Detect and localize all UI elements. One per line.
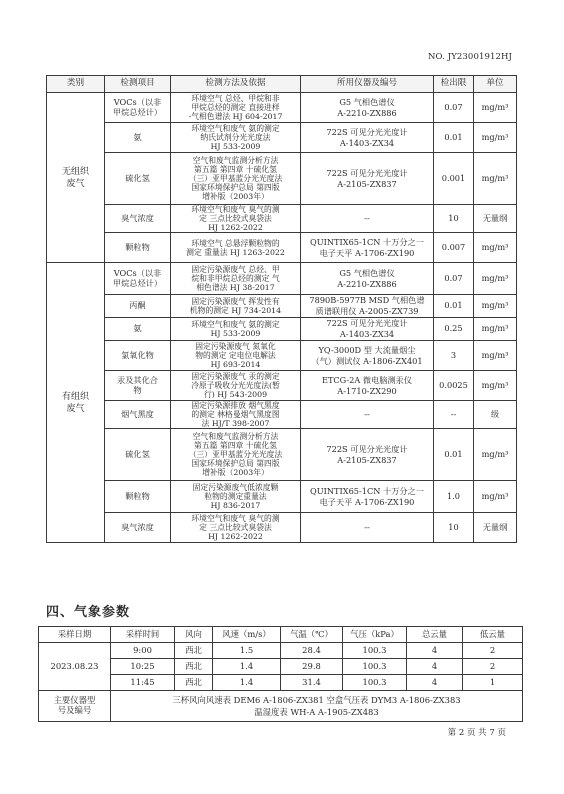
weather-cell: 28.4 (281, 643, 343, 659)
weather-header-cell: 采样日期 (39, 627, 111, 643)
weather-cell: 2 (463, 659, 523, 675)
header-cell: 类别 (47, 76, 105, 93)
instrument-value-cell (111, 691, 523, 722)
weather-cell: 1.4 (213, 659, 281, 675)
item-cell: 氨 (105, 318, 171, 341)
weather-cell: 100.3 (343, 643, 407, 659)
instrument-line-1: 三杯风向风速表 DEM6 A-1806-ZX381 空盒气压表 DYM3 A-1806-ZX383 (172, 695, 461, 705)
unit-cell: mg/m³ (474, 233, 517, 263)
header-cell: 所用仪器及编号 (301, 76, 434, 93)
table-row (47, 341, 517, 371)
item-cell: 汞及其化合 物 (105, 371, 171, 401)
item-cell: 臭气浓度 (105, 205, 171, 233)
weather-cell: 1.5 (213, 643, 281, 659)
table-row (47, 371, 517, 401)
weather-table (38, 626, 523, 722)
table-row (47, 93, 517, 123)
limit-cell: 0.007 (434, 233, 474, 263)
instrument-cell: 722S 可见分光光度计 A-1403-ZX34 (301, 318, 434, 341)
unit-cell: mg/m³ (474, 318, 517, 341)
method-cell: 环境空气和废气 氨的测定 纳氏试剂分光光度法 HJ 533-2009 (171, 123, 301, 153)
instrument-cell: -- (301, 401, 434, 429)
document-number: NO. JY23001912HJ (427, 52, 512, 62)
instrument-cell: -- (301, 513, 434, 543)
limit-cell: 10 (434, 513, 474, 543)
weather-header-row (39, 627, 523, 643)
instrument-label-cell: 主要仪器型 号及编号 (39, 691, 111, 722)
method-cell: 空气和废气监测分析方法 第五篇 第四章 十硫化氢 （三）亚甲基蓝分光光度法 国家环境保护总局 第四版 增补版（2003年） (171, 153, 301, 205)
method-cell: 固定污染源废气 挥发性有 机物的测定 HJ 734-2014 (171, 295, 301, 318)
limit-cell: 0.07 (434, 263, 474, 295)
weather-cell: 4 (407, 659, 463, 675)
item-cell: 硫化氢 (105, 153, 171, 205)
table-row (47, 233, 517, 263)
limit-cell: 3 (434, 341, 474, 371)
weather-header-cell: 风速（m/s） (213, 627, 281, 643)
weather-header-cell: 风向 (175, 627, 213, 643)
page-footer: 第 2 页 共 7 页 (447, 728, 506, 738)
weather-row (39, 643, 523, 659)
category-cell: 无组织 废气 (47, 93, 105, 263)
header-cell: 检测项目 (105, 76, 171, 93)
limit-cell: 0.25 (434, 318, 474, 341)
header-cell: 检测方法及依据 (171, 76, 301, 93)
item-cell: 硫化氢 (105, 429, 171, 481)
instrument-cell: YQ-3000D 型 大流量烟尘 （气）测试仪 A-1806-ZX401 (301, 341, 434, 371)
method-cell: 空气和废气监测分析方法 第五篇 第四章 十硫化氢 （三）亚甲基蓝分光光度法 国家环境保护总局 第四版 增补版（2003年） (171, 429, 301, 481)
instrument-cell: G5 气相色谱仪 A-2210-ZX886 (301, 263, 434, 295)
item-cell: 臭气浓度 (105, 513, 171, 543)
instrument-cell: 722S 可见分光光度计 A-2105-ZX837 (301, 153, 434, 205)
item-cell: VOCs（以非 甲烷总烃计） (105, 263, 171, 295)
instrument-cell: 722S 可见分光光度计 A-2105-ZX837 (301, 429, 434, 481)
unit-cell: mg/m³ (474, 263, 517, 295)
weather-cell: 100.3 (343, 659, 407, 675)
limit-cell: 0.01 (434, 295, 474, 318)
methods-table (46, 75, 517, 543)
instrument-cell: 722S 可见分光光度计 A-1403-ZX34 (301, 123, 434, 153)
table-row (47, 429, 517, 481)
item-cell: 氨 (105, 123, 171, 153)
weather-cell: 100.3 (343, 675, 407, 691)
item-cell: VOCs（以非 甲烷总烃计） (105, 93, 171, 123)
limit-cell: 10 (434, 205, 474, 233)
instrument-cell: ETCG-2A 微电脑测汞仪 A-1710-ZX290 (301, 371, 434, 401)
instrument-cell: -- (301, 205, 434, 233)
method-cell: 环境空气和废气 臭气的测 定 三点比较式臭袋法 HJ 1262-2022 (171, 205, 301, 233)
weather-row (39, 675, 523, 691)
unit-cell: mg/m³ (474, 153, 517, 205)
method-cell: 固定污染源废气 氮氧化 物的测定 定电位电解法 HJ 693-2014 (171, 341, 301, 371)
table-row (47, 123, 517, 153)
item-cell: 颗粒物 (105, 481, 171, 513)
header-cell: 单位 (474, 76, 517, 93)
table-row (47, 263, 517, 295)
instrument-line-2: 温湿度表 WH-A A-1905-ZX483 (254, 707, 379, 717)
weather-cell: 9:00 (111, 643, 175, 659)
unit-cell: mg/m³ (474, 295, 517, 318)
method-cell: 环境空气 总烃、甲烷和非 甲烷总烃的测定 直接进样 -气相色谱法 HJ 604-2017 (171, 93, 301, 123)
unit-cell: mg/m³ (474, 371, 517, 401)
method-cell: 环境空气和废气 臭气的测 定 三点比较式臭袋法 HJ 1262-2022 (171, 513, 301, 543)
weather-header-cell: 低云量 (463, 627, 523, 643)
weather-header-cell: 总云量 (407, 627, 463, 643)
weather-header-cell: 气温（℃） (281, 627, 343, 643)
limit-cell: 0.001 (434, 153, 474, 205)
header-cell: 检出限 (434, 76, 474, 93)
unit-cell: 无量纲 (474, 513, 517, 543)
limit-cell: 0.01 (434, 123, 474, 153)
section-title-weather: 四、气象参数 (46, 605, 131, 620)
table-row (47, 513, 517, 543)
weather-cell: 4 (407, 643, 463, 659)
method-cell: 固定污染源废气 汞的测定 冷原子吸收分光光度法(暂 行) HJ 543-2009 (171, 371, 301, 401)
method-cell: 固定污染源废气低浓度颗 粒物的测定重量法 HJ 836-2017 (171, 481, 301, 513)
weather-cell: 西北 (175, 659, 213, 675)
item-cell: 烟气黑度 (105, 401, 171, 429)
weather-cell: 29.8 (281, 659, 343, 675)
method-cell: 环境空气 总悬浮颗粒物的 测定 重量法 HJ 1263-2022 (171, 233, 301, 263)
weather-row (39, 659, 523, 675)
instrument-cell: 7890B-5977B MSD 气相色谱 质谱联用仪 A-2005-ZX739 (301, 295, 434, 318)
limit-cell: -- (434, 401, 474, 429)
item-cell: 颗粒物 (105, 233, 171, 263)
method-cell: 固定污染源废气 总烃、甲 烷和非甲烷总烃的测定 气 相色谱法 HJ 38-2017 (171, 263, 301, 295)
weather-cell: 4 (407, 675, 463, 691)
category-cell: 有组织 废气 (47, 263, 105, 543)
unit-cell: mg/m³ (474, 341, 517, 371)
instrument-row (39, 691, 523, 722)
weather-cell: 10:25 (111, 659, 175, 675)
table-row (47, 401, 517, 429)
method-cell: 固定污染源排放 烟气黑度 的测定 林格曼烟气黑度图 法 HJ/T 398-2007 (171, 401, 301, 429)
method-cell: 环境空气和废气 氨的测定 HJ 533-2009 (171, 318, 301, 341)
weather-cell: 西北 (175, 643, 213, 659)
sampling-date-cell: 2023.08.23 (39, 643, 111, 691)
unit-cell: 无量纲 (474, 205, 517, 233)
table-row (47, 295, 517, 318)
weather-cell: 31.4 (281, 675, 343, 691)
instrument-cell: QUINTIX65-1CN 十万分之一 电子天平 A-1706-ZX190 (301, 481, 434, 513)
table-row (47, 318, 517, 341)
instrument-cell: G5 气相色谱仪 A-2210-ZX886 (301, 93, 434, 123)
weather-header-cell: 采样时间 (111, 627, 175, 643)
instrument-cell: QUINTIX65-1CN 十万分之一 电子天平 A-1706-ZX190 (301, 233, 434, 263)
limit-cell: 0.01 (434, 429, 474, 481)
unit-cell: mg/m³ (474, 93, 517, 123)
unit-cell: mg/m³ (474, 429, 517, 481)
table-row (47, 205, 517, 233)
limit-cell: 0.0025 (434, 371, 474, 401)
weather-cell: 西北 (175, 675, 213, 691)
table-header-row (47, 76, 517, 93)
unit-cell: 级 (474, 401, 517, 429)
limit-cell: 1.0 (434, 481, 474, 513)
table-row (47, 153, 517, 205)
weather-header-cell: 气压（kPa） (343, 627, 407, 643)
item-cell: 丙酮 (105, 295, 171, 318)
weather-cell: 1 (463, 675, 523, 691)
weather-cell: 2 (463, 643, 523, 659)
weather-cell: 1.4 (213, 675, 281, 691)
unit-cell: mg/m³ (474, 123, 517, 153)
unit-cell: mg/m³ (474, 481, 517, 513)
weather-cell: 11:45 (111, 675, 175, 691)
item-cell: 氯氧化物 (105, 341, 171, 371)
limit-cell: 0.07 (434, 93, 474, 123)
table-row (47, 481, 517, 513)
